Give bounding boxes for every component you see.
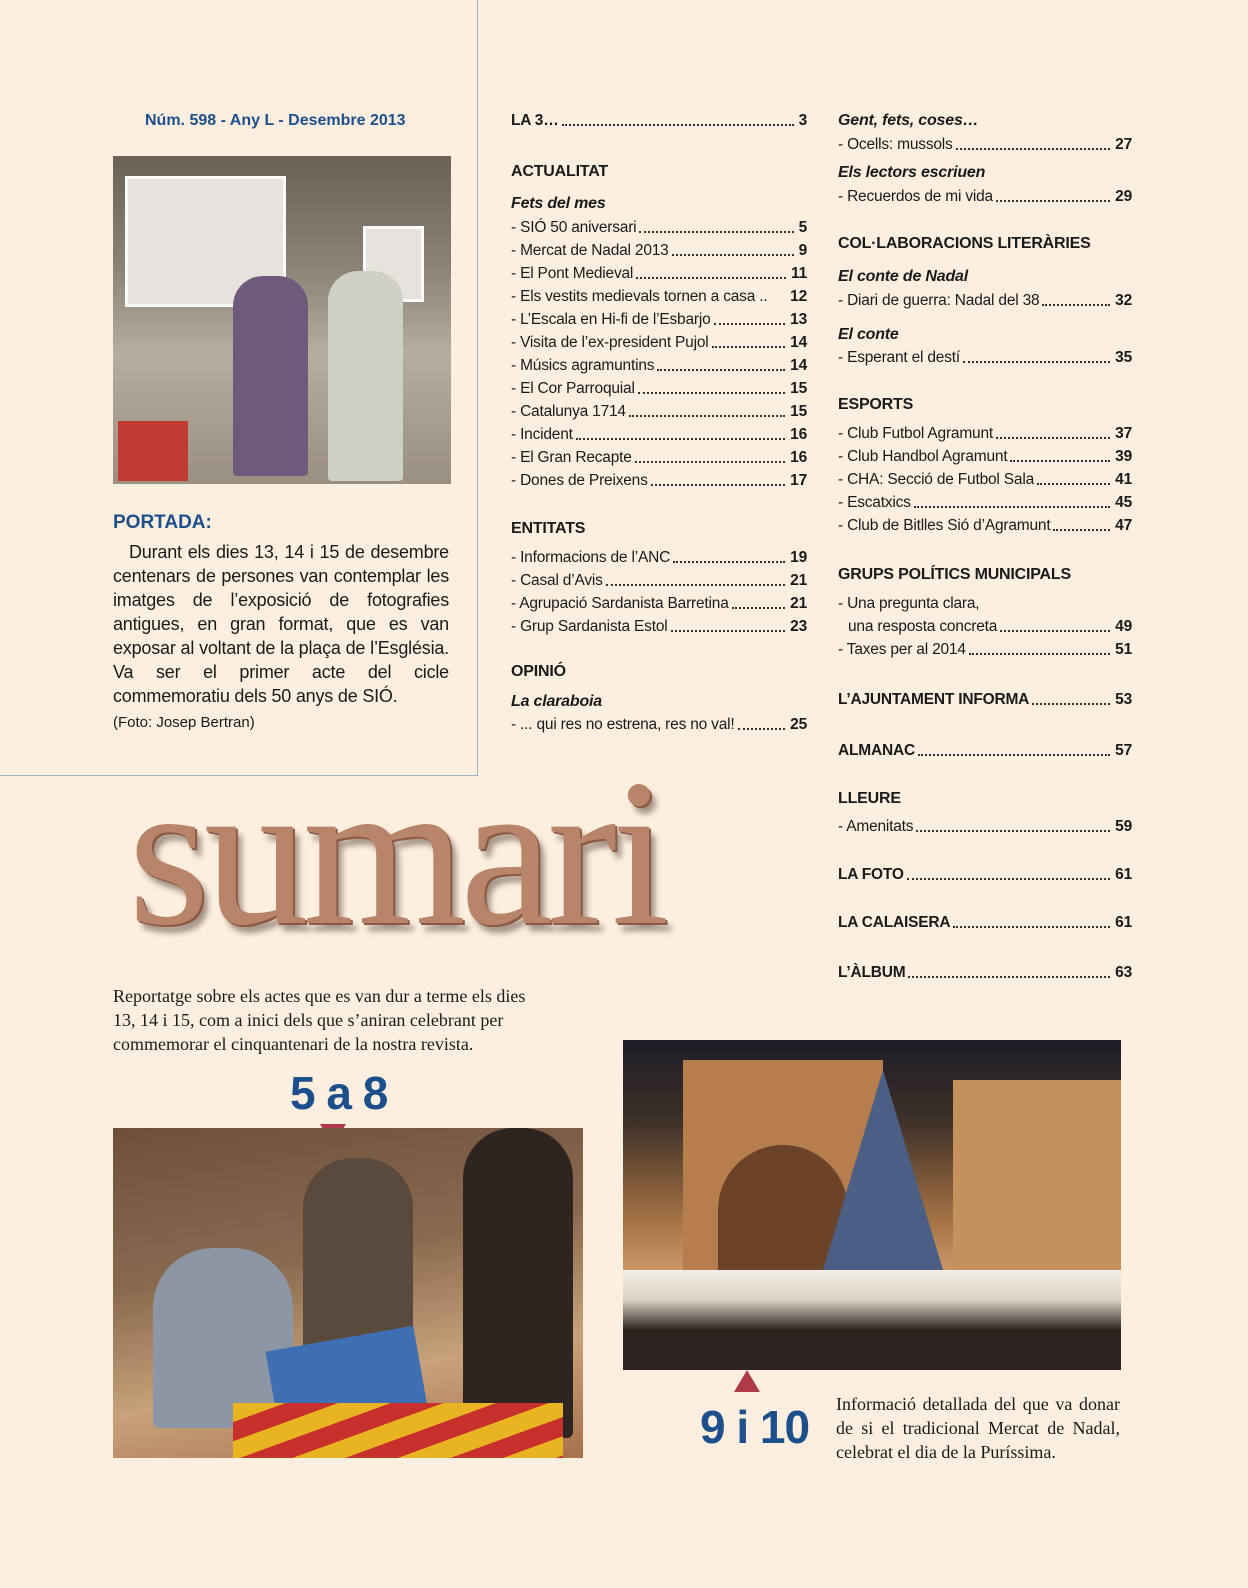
toc-entry[interactable]: - Club Handbol Agramunt 39 [838, 448, 1132, 465]
cover-photo [113, 156, 451, 484]
sumari-title: sumari [128, 737, 664, 969]
section-lleure: LLEURE [838, 790, 901, 807]
signing-photo [113, 1128, 583, 1458]
subsection-el-conte: El conte [838, 326, 899, 343]
toc-entry[interactable]: - Casal d’Avis 21 [511, 572, 807, 589]
portada-title: PORTADA: [113, 512, 212, 533]
section-opinio: OPINIÓ [511, 663, 566, 680]
section-esports: ESPORTS [838, 396, 914, 413]
toc-entry[interactable]: - L’Escala en Hi-fi de l’Esbarjo 13 [511, 311, 807, 328]
section-grups-politics: GRUPS POLÍTICS MUNICIPALS [838, 566, 1071, 583]
toc-entry[interactable]: - Agrupació Sardanista Barretina 21 [511, 595, 807, 612]
subsection-conte-nadal: El conte de Nadal [838, 268, 968, 285]
toc-entry[interactable]: - El Pont Medieval 11 [511, 265, 807, 282]
portada-text: Durant els dies 13, 14 i 15 de desembre centenars de persones van contemplar les imatges de l’exposició de fotografies antigues, en gran format, que es van exposar al voltant de la plaça de l’Església. Va ser el primer acte del cicle commemoratiu dels 50 anys de SIÓ. [113, 542, 449, 706]
toc-entry[interactable]: - CHA: Secció de Futbol Sala 41 [838, 471, 1132, 488]
toc-entry-almanac[interactable]: ALMANAC 57 [838, 742, 1132, 759]
toc-entry[interactable]: - Recuerdos de mi vida 29 [838, 188, 1132, 205]
section-collaboracions: COL·LABORACIONS LITERÀRIES [838, 235, 1091, 252]
toc-entry[interactable]: - SIÓ 50 aniversari 5 [511, 219, 807, 236]
toc-entry[interactable]: - Dones de Preixens 17 [511, 472, 807, 489]
toc-entry[interactable]: - Informacions de l’ANC 19 [511, 549, 807, 566]
toc-entry[interactable]: - Escatxics 45 [838, 494, 1132, 511]
toc-entry[interactable]: - Catalunya 1714 15 [511, 403, 807, 420]
toc-entry[interactable]: - Club de Bitlles Sió d’Agramunt 47 [838, 517, 1132, 534]
photo-credit: (Foto: Josep Bertran) [113, 714, 255, 731]
toc-entry[interactable]: - Amenitats 59 [838, 818, 1132, 835]
christmas-market-photo [623, 1040, 1121, 1370]
issue-line: Núm. 598 - Any L - Desembre 2013 [145, 112, 406, 129]
toc-entry[interactable]: - Grup Sardanista Estol 23 [511, 618, 807, 635]
section-entitats: ENTITATS [511, 520, 586, 537]
toc-entry[interactable]: - Ocells: mussols 27 [838, 136, 1132, 153]
toc-entry[interactable]: - El Cor Parroquial 15 [511, 380, 807, 397]
mercat-caption: Informació detallada del que va donar de si el tradicional Mercat de Nadal, celebrat el dia de la Puríssima. [836, 1394, 1120, 1462]
toc-entry-la3[interactable]: LA 3… 3 [511, 112, 807, 129]
toc-entry[interactable]: - Visita de l’ex-president Pujol 14 [511, 334, 807, 351]
toc-entry[interactable]: - Esperant el destí 35 [838, 349, 1132, 366]
section-actualitat: ACTUALITAT [511, 163, 608, 180]
report-page-ref[interactable]: 5 a 8 [290, 1067, 388, 1119]
subsection-gent: Gent, fets, coses… [838, 112, 979, 129]
toc-entry-la-foto[interactable]: LA FOTO 61 [838, 866, 1132, 883]
toc-entry[interactable]: - Els vestits medievals tornen a casa .. 12 [511, 288, 807, 305]
toc-entry[interactable]: - Club Futbol Agramunt 37 [838, 425, 1132, 442]
toc-entry-text: - Una pregunta clara, [838, 595, 980, 612]
subsection-claraboia: La claraboia [511, 693, 602, 710]
toc-entry-ajuntament[interactable]: L’AJUNTAMENT INFORMA 53 [838, 691, 1132, 708]
report-caption: Reportatge sobre els actes que es van dur a terme els dies 13, 14 i 15, com a inici dels que s’aniran celebrant per commemorar el cinquantenari de la nostra revista. [113, 986, 526, 1054]
toc-entry[interactable]: una resposta concreta 49 [848, 618, 1132, 635]
subsection-fets-del-mes: Fets del mes [511, 195, 606, 212]
toc-entry-la-calaisera[interactable]: LA CALAISERA 61 [838, 914, 1132, 931]
cover-box-border-right [477, 0, 478, 775]
toc-entry[interactable]: - Músics agramuntins 14 [511, 357, 807, 374]
toc-entry[interactable]: - El Gran Recapte 16 [511, 449, 807, 466]
toc-entry[interactable]: - Diari de guerra: Nadal del 38 32 [838, 292, 1132, 309]
toc-entry-album[interactable]: L’ÀLBUM 63 [838, 964, 1132, 981]
subsection-lectors: Els lectors escriuen [838, 164, 986, 181]
toc-entry[interactable]: - Incident 16 [511, 426, 807, 443]
toc-entry[interactable]: - Taxes per al 2014 51 [838, 641, 1132, 658]
arrow-up-icon [734, 1370, 760, 1392]
toc-entry[interactable]: - Mercat de Nadal 2013 9 [511, 242, 807, 259]
toc-entry[interactable]: - ... qui res no estrena, res no val! 25 [511, 716, 807, 733]
mercat-page-ref[interactable]: 9 i 10 [700, 1401, 810, 1453]
